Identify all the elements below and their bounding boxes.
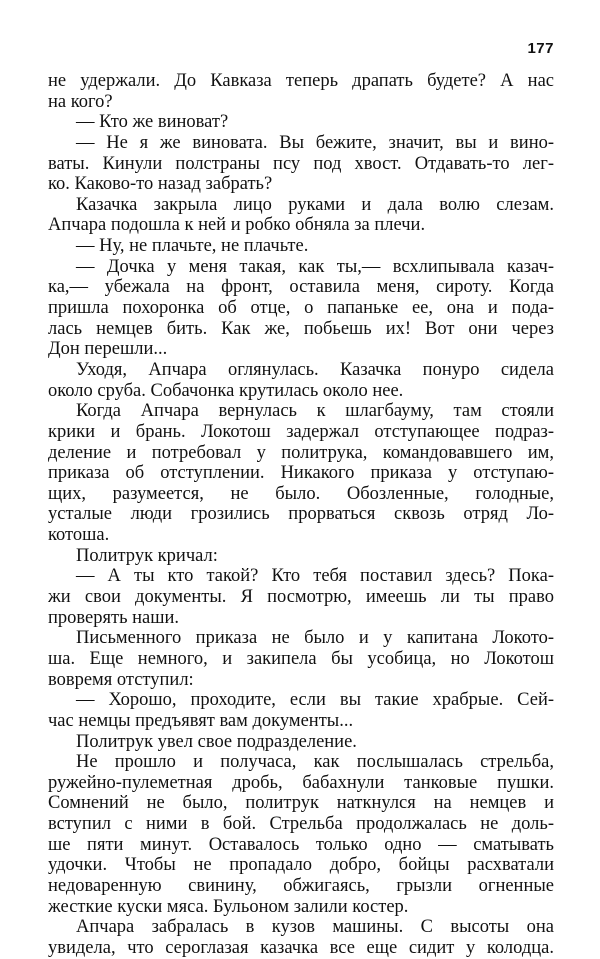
text-line: — Кто же виноват? bbox=[76, 112, 229, 133]
text-line: ша. Еще немного, и закипела бы усобица, но Локотош bbox=[48, 648, 554, 669]
text-line: около сруба. Собачонка крутилась около нее. bbox=[48, 380, 404, 401]
text-line: лась немцев бить. Как же, побьешь их! Вот они через bbox=[48, 318, 554, 339]
text-line: деление и потребовал у политрука, командовавшего им, bbox=[48, 442, 554, 463]
text-line: ко. Каково-то назад забрать? bbox=[48, 174, 273, 195]
text-line: Письменного приказа не было и у капитана Локото- bbox=[76, 628, 554, 649]
text-line: Политрук кричал: bbox=[76, 545, 218, 566]
text-line: усталые люди грозились прорваться сквозь отряд Ло- bbox=[48, 504, 554, 525]
text-line: Апчара подошла к ней и робко обняла за плечи. bbox=[48, 215, 426, 236]
text-line: час немцы предъявят вам документы... bbox=[48, 710, 354, 731]
text-line: недоваренную свинину, обжигаясь, грызли огненные bbox=[48, 875, 554, 896]
text-line: крики и брань. Локотош задержал отступающее подраз- bbox=[48, 421, 554, 442]
text-line: — Ну, не плачьте, не плачьте. bbox=[76, 236, 309, 257]
text-line: ружейно-пулеметная дробь, бабахнули танковые пушки. bbox=[48, 772, 554, 793]
text-line: — А ты кто такой? Кто тебя поставил здесь? Пока- bbox=[76, 566, 554, 587]
text-line: Апчара забралась в кузов машины. С высоты она bbox=[76, 917, 554, 938]
text-line: — Хорошо, проходите, если вы такие храбрые. Сей- bbox=[76, 690, 554, 711]
text-line: пришла похоронка об отце, о папаньке ее, она и пода- bbox=[48, 298, 554, 319]
text-line: Политрук увел свое подразделение. bbox=[76, 731, 357, 752]
text-line: Уходя, Апчара оглянулась. Казачка понуро сидела bbox=[76, 359, 554, 380]
text-line: удочки. Чтобы не пропадало добро, бойцы расхватали bbox=[48, 855, 554, 876]
text-line: жи свои документы. Я посмотрю, имеешь ли ты право bbox=[48, 587, 554, 608]
text-line: не удержали. До Кавказа теперь драпать будете? А нас bbox=[48, 71, 554, 91]
page-number: 177 bbox=[527, 40, 554, 57]
body-text bbox=[48, 71, 554, 959]
text-line: на кого? bbox=[48, 91, 113, 112]
text-line: Не прошло и получаса, как послышалась стрельба, bbox=[76, 752, 554, 773]
text-line: котоша. bbox=[48, 525, 110, 546]
text-line: увидела, что сероглазая казачка все еще сидит у колодца. bbox=[48, 937, 554, 958]
text-line: ка,— убежала на фронт, оставила меня, сироту. Когда bbox=[48, 277, 554, 298]
text-line: ваты. Кинули полстраны псу под хвост. Отдавать-то лег- bbox=[48, 153, 554, 174]
text-line: жесткие куски мяса. Бульоном залили костер. bbox=[48, 896, 409, 917]
text-line: — Дочка у меня такая, как ты,— всхлипывала казач- bbox=[76, 256, 554, 277]
text-line: вступил с ними в бой. Стрельба продолжалась не доль- bbox=[48, 814, 554, 835]
text-line: щих, разумеется, не было. Обозленные, голодные, bbox=[48, 483, 554, 504]
text-line: ше пяти минут. Оставалось только одно — сматывать bbox=[48, 834, 554, 855]
text-line: проверять наши. bbox=[48, 607, 180, 628]
text-line: — Не я же виновата. Вы бежите, значит, вы и вино- bbox=[76, 132, 554, 153]
text-line: Когда Апчара вернулась к шлагбауму, там стояли bbox=[76, 401, 554, 422]
text-line: Казачка закрыла лицо руками и дала волю слезам. bbox=[76, 194, 554, 215]
text-line: Сомнений не было, политрук наткнулся на немцев и bbox=[48, 793, 554, 814]
text-line: вовремя отступил: bbox=[48, 669, 194, 690]
text-line: Дон перешли... bbox=[48, 339, 168, 360]
text-line: приказа об отступлении. Никакого приказа у отступаю- bbox=[48, 463, 554, 484]
